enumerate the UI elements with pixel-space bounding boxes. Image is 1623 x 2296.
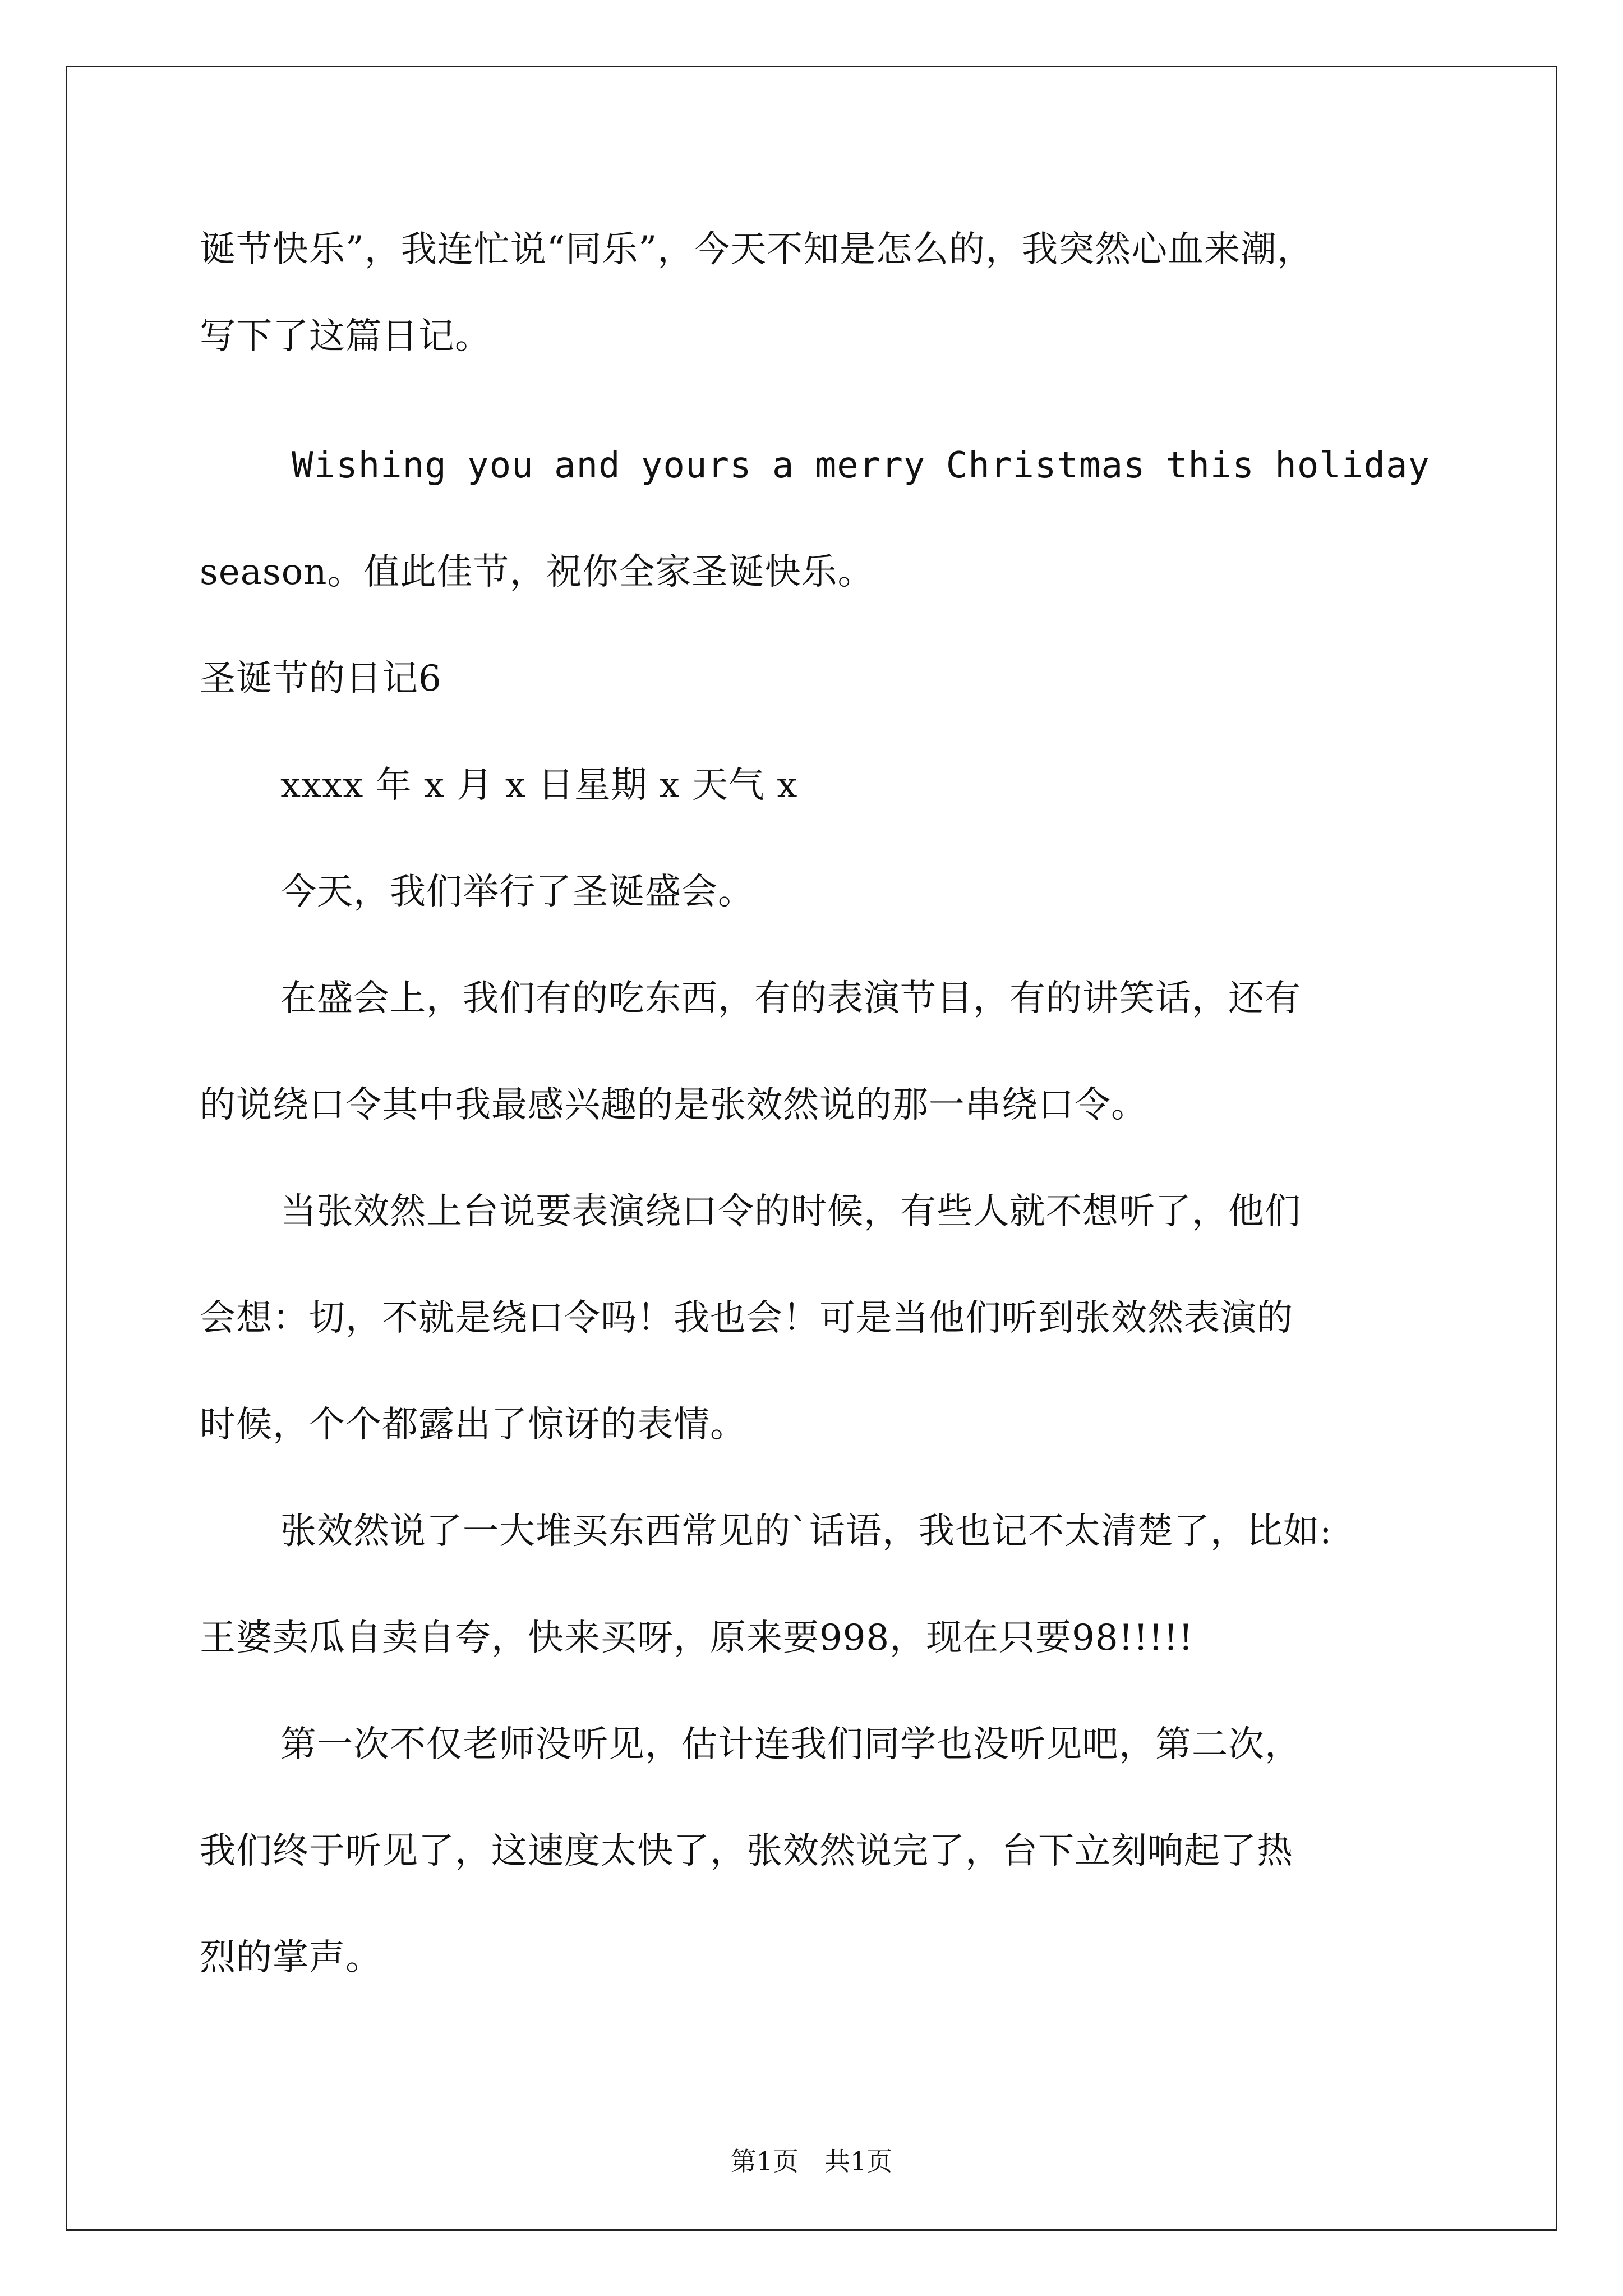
english-word: Christmas <box>946 445 1146 486</box>
paragraph-5-line-3: 烈的掌声。 <box>200 1937 382 1978</box>
section-heading: 圣诞节的日记6 <box>200 658 442 700</box>
english-word: and <box>554 445 621 486</box>
paragraph-3-line-3: 时候，个个都露出了惊讶的表情。 <box>200 1404 746 1446</box>
english-word: this <box>1165 445 1255 486</box>
paragraph-4-line-2: 王婆卖瓜自卖自夸，快来买呀，原来要998，现在只要98!!!!! <box>200 1617 1194 1659</box>
english-word: a <box>772 445 795 486</box>
paragraph-5-line-2: 我们终于听见了，这速度太快了，张效然说完了，台下立刻响起了热 <box>200 1830 1293 1872</box>
date-line: xxxx 年 x 月 x 日星期 x 天气 x <box>280 765 798 806</box>
english-word: you <box>467 445 534 486</box>
text-line-1: 诞节快乐”，我连忙说“同乐”，今天不知是怎么的，我突然心血来潮， <box>200 229 1314 270</box>
page-footer: 第1页 共1页 <box>730 2146 893 2177</box>
paragraph-4-line-1: 张效然说了一大堆买东西常见的`话语，我也记不太清楚了，比如: <box>280 1511 1332 1552</box>
text-line-4: season。值此佳节，祝你全家圣诞快乐。 <box>200 551 874 593</box>
english-word: holiday <box>1275 445 1430 486</box>
paragraph-2-line-1: 在盛会上，我们有的吃东西，有的表演节目，有的讲笑话，还有 <box>280 978 1301 1019</box>
paragraph-5-line-1: 第一次不仅老师没听见，估计连我们同学也没听见吧，第二次， <box>280 1724 1301 1765</box>
paragraph-2-line-2: 的说绕口令其中我最感兴趣的是张效然说的那一串绕口令。 <box>200 1084 1147 1126</box>
english-word: Wishing <box>292 445 447 486</box>
paragraph-3-line-2: 会想：切，不就是绕口令吗！我也会！可是当他们听到张效然表演的 <box>200 1297 1293 1339</box>
english-line <box>292 443 1430 488</box>
paragraph-1: 今天，我们举行了圣诞盛会。 <box>280 871 754 913</box>
english-word: yours <box>640 445 752 486</box>
paragraph-3-line-1: 当张效然上台说要表演绕口令的时候，有些人就不想听了，他们 <box>280 1191 1301 1232</box>
page-border <box>66 66 1557 2231</box>
english-word: merry <box>814 445 926 486</box>
text-line-2: 写下了这篇日记。 <box>200 316 491 357</box>
